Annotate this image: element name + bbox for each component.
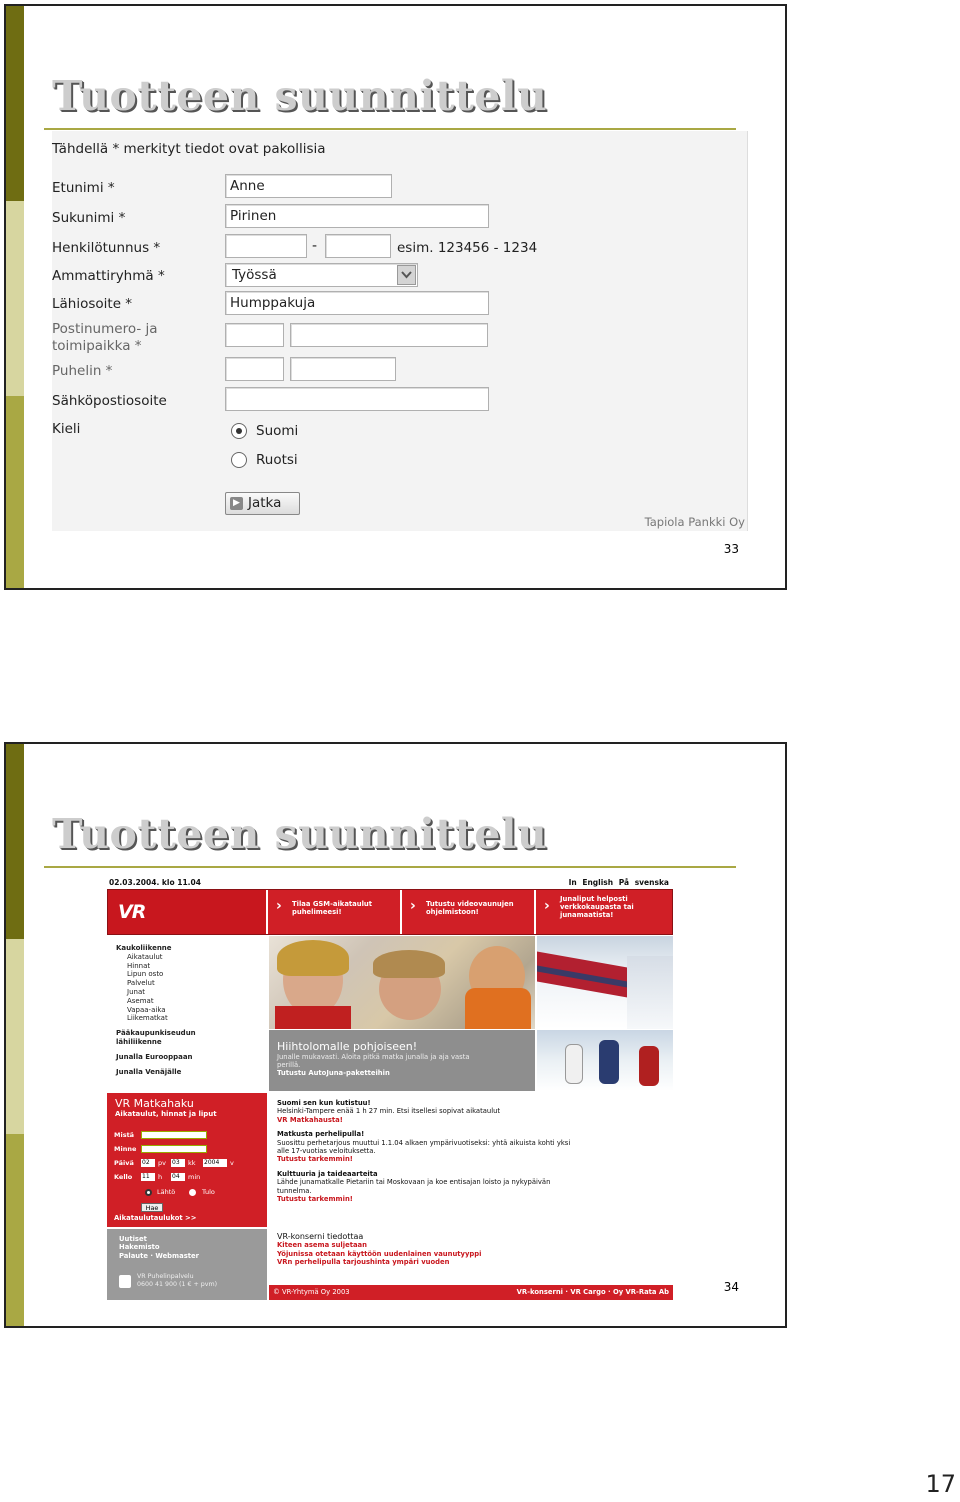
vr-news-list [269,1093,673,1225]
promo-video-line2: ohjelmistoon! [426,908,479,916]
tiedote-link[interactable]: VRn perhelipulla tarjoushinta ympäri vuoden [277,1258,450,1267]
hiihto-heading: Hiihtolomalle pohjoiseen! [277,1040,418,1053]
sukunimi-field[interactable]: Pirinen [225,204,489,228]
chevron-down-icon[interactable] [397,265,416,285]
minne-input[interactable] [141,1145,207,1153]
paiva-label: Päivä [114,1159,134,1167]
hiihto-banner[interactable] [269,1030,535,1091]
nav-item[interactable]: Asemat [127,996,154,1005]
henkilotunnus-separator: - [312,238,318,254]
vr-logo-text: VR [118,901,146,923]
vr-copyright: © VR-Yhtymä Oy 2003 [273,1288,350,1296]
pv-label: pv [158,1159,166,1167]
postinumero-label-line2: toimipaikka * [52,338,142,354]
slide-title: Tuotteen suunnittelu [52,72,548,120]
toimipaikka-field[interactable] [290,323,488,347]
kello-label: Kello [114,1173,133,1181]
kieli-option-suomi: Suomi [256,423,299,439]
news-title: Suomi sen kun kutistuu! [277,1099,371,1107]
vr-logo[interactable] [108,890,268,934]
tulo-label: Tulo [202,1188,215,1196]
news-title: Kulttuuria ja taideaarteita [277,1169,378,1178]
tiedottaa-heading: VR-konserni tiedottaa [277,1232,364,1241]
mista-input[interactable] [141,1131,207,1139]
lahiosoite-label: Lähiosoite * [52,296,133,312]
henkilotunnus-label: Henkilötunnus * [52,240,161,256]
news-text: Suosittu perhetarjous muuttui 1.1.04 alkaen ympärivuotiseksi: yhtä aikuista kohti yksi [277,1138,571,1147]
news-text: tunnelma. [277,1186,312,1195]
promo-gsm-line1: Tilaa GSM-aikataulut [292,900,373,908]
puhelin-label: Puhelin * [52,363,113,379]
footer-palaute[interactable]: Palaute · Webmaster [119,1251,199,1260]
snowy-trees [627,956,673,1029]
vr-header [107,889,673,935]
etunimi-field[interactable]: Anne [225,174,392,198]
vr-matkahaku [107,1093,267,1227]
phone-line1: VR Puhelinpalvelu [137,1273,194,1280]
postinumero-label-line1: Postinumero- ja [52,321,158,337]
matkahaku-subheading: Aikataulut, hinnat ja liput [115,1110,217,1118]
jacket-shape [275,1006,351,1029]
year-input[interactable]: 2004 [203,1159,227,1167]
h-label: h [158,1173,163,1181]
vr-website-screenshot [107,877,673,1300]
puhelin-area-field[interactable] [225,357,284,381]
ammattiryhma-label: Ammattiryhmä * [52,268,165,284]
skiers-photo [537,1030,673,1091]
henkilotunnus-field-2[interactable] [325,234,391,258]
hiihto-text-2: perillä. [277,1061,301,1069]
jatka-button[interactable] [225,492,300,515]
nav-venaja[interactable]: Junalla Venäjälle [116,1067,182,1076]
min-label: min [188,1173,201,1181]
news-text: alle 17-vuotias veloituksetta. [277,1147,376,1156]
tiedote-link[interactable]: Kiteen asema suljetaan [277,1241,367,1250]
hiihto-link[interactable]: Tutustu AutoJuna-paketteihin [277,1069,390,1077]
train-photo [537,936,673,1029]
sahkoposti-label: Sähköpostiosoite [52,393,167,409]
sukunimi-label: Sukunimi * [52,210,126,226]
title-rule [44,128,736,130]
title-rule [44,866,736,868]
matkahaku-heading: VR Matkahaku [115,1097,194,1110]
vr-tiedottaa [269,1229,673,1284]
hair-shape [373,950,445,978]
kieli-option-ruotsi: Ruotsi [256,452,298,468]
skier-shape [599,1040,619,1084]
mista-label: Mistä [114,1131,135,1139]
sahkoposti-field[interactable] [225,387,489,411]
lahto-label: Lähtö [157,1188,176,1196]
skier-shape [639,1046,659,1086]
kk-label: kk [188,1159,196,1167]
tulo-radio[interactable] [189,1189,196,1196]
postinumero-field[interactable] [225,323,284,347]
registration-form [52,131,748,531]
nav-item[interactable]: Palvelut [127,979,155,988]
minne-label: Minne [114,1145,137,1153]
lahiosoite-field[interactable]: Humppakuja [225,291,489,315]
vr-date: 02.03.2004. klo 11.04 [109,878,201,887]
slide-accent-stripe [6,6,24,588]
hair-shape [277,940,349,976]
nav-kaukoliikenne[interactable]: Kaukoliikenne [116,944,172,952]
promo-gsm[interactable] [270,890,402,934]
puhelin-number-field[interactable] [290,357,396,381]
footer-uutiset[interactable]: Uutiset [119,1235,147,1243]
lang-link-english[interactable]: In English [568,878,614,887]
news-link[interactable]: Tutustu tarkemmin! [277,1195,353,1204]
chevron-right-icon: › [410,898,416,914]
required-note: Tähdellä * merkityt tiedot ovat pakollisia [52,141,326,157]
slide-34 [4,742,787,1328]
etunimi-label: Etunimi * [52,180,115,196]
kieli-label: Kieli [52,421,81,437]
ammattiryhma-select[interactable] [225,263,418,287]
nav-item[interactable]: Aikataulut [127,952,163,961]
vr-bottom-links[interactable]: VR-konserni · VR Cargo · Oy VR-Rata Ab [516,1288,669,1296]
vr-bottom-bar [269,1285,673,1300]
day-input[interactable]: 02 [141,1159,155,1167]
nav-item[interactable]: Liikematkat [127,1014,168,1023]
lahto-radio[interactable] [145,1189,152,1196]
slide-accent-stripe [6,744,24,1326]
promo-gsm-line2: puhelimeesi! [292,908,342,916]
phone-line2: 0600 41 900 (1 € + pvm) [137,1281,218,1288]
nav-item[interactable]: Lipun osto [127,970,164,979]
vr-topbar [107,877,673,889]
ammattiryhma-selected: Työssä [232,267,277,283]
vr-lang-links [569,878,669,887]
hiihto-text-1: Junalle mukavasti. Aloita pitkä matka junalla ja aja vasta [277,1053,470,1061]
nav-paakaupunki-line1[interactable]: Pääkaupunkiseudun [116,1029,196,1038]
page-number: 33 [723,542,739,556]
promo-tickets-line3: junamaatista! [560,911,614,919]
jatka-label: Jatka [248,495,282,511]
nav-paakaupunki-line2[interactable]: lähiliikenne [116,1037,162,1046]
promo-tickets[interactable] [538,890,672,934]
hour-input[interactable]: 11 [141,1173,155,1181]
slide-33 [4,4,787,590]
arrow-right-icon: ▶ [230,497,243,510]
news-text: Helsinki-Tampere enää 1 h 27 min. Etsi itsellesi sopivat aikataulut [277,1107,501,1116]
promo-tickets-line2: verkkokaupasta tai [560,903,634,911]
vr-sidebar-nav [107,936,267,1091]
page-number: 34 [723,1280,739,1294]
lang-link-swedish[interactable]: På svenska [618,878,669,887]
news-text: Lähde junamatkalle Pietariin tai Moskovaan ja koe entisajan loisto ja nykypäivän [277,1178,551,1187]
credit-text: Tapiola Pankki Oy [644,515,745,529]
jacket-shape [465,988,531,1029]
nav-item[interactable]: Hinnat [127,961,151,970]
footer-hakemisto[interactable]: Hakemisto [119,1243,160,1252]
handout-page-number: 17 [925,1470,956,1498]
nav-eurooppa[interactable]: Junalla Eurooppaan [116,1052,193,1061]
nav-item[interactable]: Junat [127,987,145,996]
nav-item[interactable]: Vapaa-aika [127,1005,166,1014]
vr-footer-links [107,1229,267,1300]
tiedote-link[interactable]: Yöjunissa otetaan käyttöön uudenlainen vaunutyyppi [277,1249,482,1258]
month-input[interactable]: 03 [171,1159,185,1167]
phone-icon [119,1275,131,1288]
henkilotunnus-field-1[interactable] [225,234,307,258]
news-link[interactable]: VR Matkahausta! [277,1115,343,1124]
kieli-radio-suomi[interactable] [231,423,247,439]
kieli-radio-ruotsi[interactable] [231,452,247,468]
chevron-right-icon: › [544,898,550,914]
promo-video-line1: Tutustu videovaunujen [426,900,514,908]
chevron-right-icon: › [276,898,282,914]
promo-tickets-line1: Junaliput helposti [560,895,628,903]
news-link[interactable]: Tutustu tarkemmin! [277,1155,353,1164]
slide-title: Tuotteen suunnittelu [52,810,548,858]
hae-button[interactable]: Hae [141,1203,163,1212]
skier-shape [565,1044,583,1084]
vr-phone-service [137,1273,217,1289]
year-suffix: v [230,1159,234,1167]
people-photo [269,936,535,1029]
news-title: Matkusta perhelipulla! [277,1130,365,1139]
minute-input[interactable]: 04 [171,1173,185,1181]
henkilotunnus-example: esim. 123456 - 1234 [397,240,538,256]
promo-video[interactable] [404,890,536,934]
aikataulutaulukot-link[interactable]: Aikataulutaulukot >> [114,1214,197,1222]
